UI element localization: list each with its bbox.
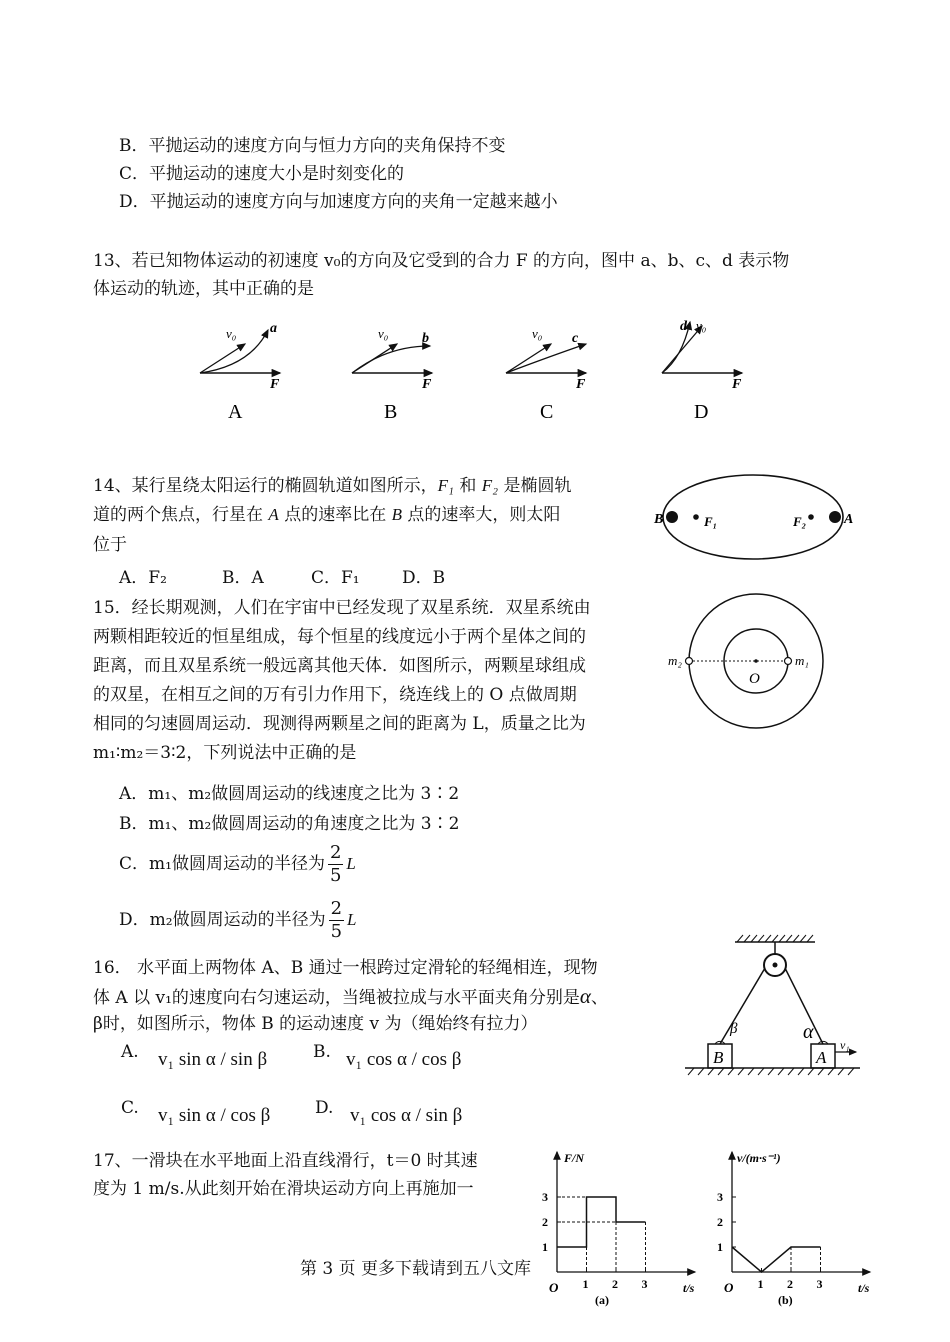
q15-option-c-text: C．m₁做圆周运动的半径为 [119, 854, 325, 874]
page-footer: 第 3 页 更多下载请到五八文库 [300, 1259, 532, 1279]
q13-b-label: B [384, 401, 398, 423]
chart-b-xtick-label: 2 [787, 1277, 793, 1291]
q15-stem [93, 594, 591, 768]
q14-stem-num: 14、某行星绕太阳运行的椭圆轨道如图所示， [93, 476, 438, 496]
q15-c-l: L [346, 854, 356, 873]
chart-b-ytick-label: 1 [717, 1240, 723, 1254]
q14-option-c: C．F₁ [311, 568, 360, 588]
q15-d-denominator: 5 [330, 921, 343, 942]
q13-figure-d [662, 318, 742, 423]
chart-a-ylabel: F/N [564, 1151, 585, 1165]
q14-point-b: B [391, 505, 402, 524]
q16-option-d-label: D. [315, 1098, 334, 1118]
q13-d-v0: v₀ [696, 318, 707, 333]
q13-a-traj: a [270, 321, 277, 336]
q13-b-traj: b [422, 331, 429, 346]
q15-fig-m1: m₁ [795, 653, 809, 668]
q16-option-a-label: A. [121, 1042, 139, 1062]
q14-ellipse-figure [650, 468, 860, 568]
q15-option-d-text: D．m₂做圆周运动的半径为 [119, 910, 326, 930]
q13-figure-b [352, 326, 432, 423]
q14-and: 和 [459, 476, 477, 496]
q14-stem-line2 [93, 503, 560, 527]
q13-a-label: A [228, 401, 243, 423]
q14-planet-a [829, 511, 841, 523]
q14-stem-line1 [93, 474, 571, 498]
q13-stem-line1: 13、若已知物体运动的初速度 v₀的方向及它受到的合力 F 的方向，图中 a、b、c、d 表示物 [93, 251, 790, 271]
q13-figure-a [200, 321, 280, 423]
chart-b-xtick-label: 3 [816, 1277, 823, 1291]
q15-d-numerator: 2 [330, 898, 343, 919]
chart-a-xlabel: t/s [683, 1281, 695, 1295]
q14-line2a: 道的两个焦点，行星在 [93, 505, 263, 525]
q15-binary-star-figure [664, 595, 854, 735]
q13-a-v0: v₀ [226, 326, 237, 341]
chart-a-xtick-label: 2 [612, 1277, 618, 1291]
q16-line2b: 、 [590, 988, 608, 1008]
chart-a-series-line [557, 1197, 646, 1247]
chart-a-ytick-label: 1 [542, 1240, 548, 1254]
q13-b-v0: v₀ [378, 326, 389, 341]
q16-option-c-label: C. [121, 1098, 139, 1118]
q16-fig-alpha: α [803, 1021, 814, 1043]
q12-option-d: D．平抛运动的速度方向与加速度方向的夹角一定越来越小 [119, 192, 558, 212]
q13-d-force: F [732, 377, 742, 392]
q16-fig-beta: β [730, 1021, 738, 1037]
q16-option-b-label: B. [313, 1042, 331, 1062]
q16-stem-line2 [93, 984, 608, 1010]
chart-b-ylabel: v/(m·s⁻¹) [737, 1151, 781, 1165]
q15-line: 距离，而且双星系统一般远离其他天体．如图所示，两颗星球组成 [93, 656, 586, 676]
q15-line: 的双星，在相互之间的万有引力作用下，绕连线上的 O 点做周期 [93, 685, 577, 705]
chart-b-ytick-label: 3 [717, 1190, 723, 1204]
q16-fig-b: B [713, 1048, 724, 1067]
q16-alpha: α [579, 984, 591, 1008]
chart-b-title: (b) [778, 1293, 793, 1307]
q13-c-label: C [540, 401, 554, 423]
q14-line2c: 点的速率大，则太阳 [407, 505, 561, 525]
q13-b-force: F [422, 377, 432, 392]
q15-c-denominator: 5 [329, 865, 342, 886]
q14-planet-b [666, 511, 678, 523]
q14-rest1: 是椭圆轨 [503, 476, 572, 496]
q15-line: 两颗相距较近的恒星组成，每个恒星的线度远小于两个星体之间的 [93, 627, 586, 647]
q12-option-b: B．平抛运动的速度方向与恒力方向的夹角保持不变 [119, 136, 506, 156]
q15-c-numerator: 2 [329, 842, 342, 863]
q16-option-d: v₁ cos α / sin β [350, 1105, 463, 1126]
q17-chart-b [715, 1146, 885, 1306]
q13-figures [190, 318, 760, 428]
q15-fig-m2: m₂ [668, 653, 682, 668]
q17-stem-line1: 17、一滑块在水平地面上沿直线滑行，t＝0 时其速 [93, 1151, 478, 1171]
chart-a-title: (a) [595, 1293, 609, 1307]
chart-a-ytick-label: 3 [542, 1190, 548, 1204]
q15-option-a: A．m₁、m₂做圆周运动的线速度之比为 3∶2 [119, 784, 460, 804]
q16-stem-line3: β时，如图所示，物体 B 的运动速度 v 为（绳始终有拉力） [93, 1014, 538, 1034]
q13-c-traj: c [572, 331, 579, 346]
q13-c-force: F [576, 377, 586, 392]
chart-b-origin: O [724, 1280, 734, 1295]
q17-chart-a [540, 1146, 710, 1306]
q16-option-c: v₁ sin α / cos β [158, 1105, 271, 1126]
q14-line2b: 点的速率比在 [284, 505, 387, 525]
q16-option-b: v₁ cos α / cos β [346, 1049, 462, 1070]
q14-option-d: D．B [402, 568, 446, 588]
q14-option-a: A．F₂ [119, 568, 167, 588]
q15-line: 15．经长期观测，人们在宇宙中已经发现了双星系统．双星系统由 [93, 598, 591, 618]
q14-fig-f2: F₂ [793, 514, 807, 529]
q14-fig-b: B [654, 512, 664, 527]
chart-b-series-line [732, 1247, 821, 1272]
q13-d-traj: d [680, 319, 687, 334]
q13-d-label: D [694, 401, 709, 423]
q14-f1: F₁ [437, 476, 454, 495]
q15-option-d [119, 896, 357, 944]
q14-option-b: B．A [222, 568, 264, 588]
q15-line: 相同的匀速圆周运动．现测得两颗星之间的距离为 L，质量之比为 [93, 714, 586, 734]
q16-fig-a: A [816, 1048, 827, 1067]
chart-a-xtick-label: 3 [641, 1277, 648, 1291]
q15-fig-o: O [749, 671, 760, 687]
q13-figure-c [506, 326, 586, 423]
chart-a-xtick-label: 1 [582, 1277, 589, 1291]
q14-f2: F₂ [481, 476, 499, 495]
q15-line: m₁∶m₂＝3∶2，下列说法中正确的是 [93, 743, 357, 763]
q13-c-v0: v₀ [532, 326, 543, 341]
chart-b-xtick-label: 1 [757, 1277, 764, 1291]
q16-line2a: 体 A 以 v₁的速度向右匀速运动，当绳被拉成与水平面夹角分别是 [93, 988, 580, 1008]
chart-b-xlabel: t/s [858, 1281, 870, 1295]
chart-a-origin: O [549, 1280, 559, 1295]
q14-stem-line3: 位于 [93, 535, 127, 555]
q16-option-a: v₁ sin α / sin β [158, 1049, 268, 1070]
q15-option-c [119, 840, 356, 888]
q13-a-force: F [270, 377, 280, 392]
q16-fig-v1: v₁ [840, 1038, 850, 1052]
q16-pulley-figure [680, 930, 865, 1080]
q14-fig-f1: F₁ [704, 514, 718, 529]
chart-a-ytick-label: 2 [542, 1215, 548, 1229]
q14-point-a: A [268, 505, 279, 524]
q15-d-l: L [347, 910, 357, 929]
q17-stem-line2: 度为 1 m/s.从此刻开始在滑块运动方向上再施加一 [93, 1179, 474, 1199]
q14-fig-a: A [844, 512, 854, 527]
q13-stem-line2: 体运动的轨迹，其中正确的是 [93, 279, 314, 299]
q15-option-b: B．m₁、m₂做圆周运动的角速度之比为 3∶2 [119, 814, 460, 834]
q16-stem-line1: 16． 水平面上两物体 A、B 通过一根跨过定滑轮的轻绳相连，现物 [93, 958, 598, 978]
q12-option-c: C．平抛运动的速度大小是时刻变化的 [119, 164, 405, 184]
chart-b-ytick-label: 2 [717, 1215, 723, 1229]
